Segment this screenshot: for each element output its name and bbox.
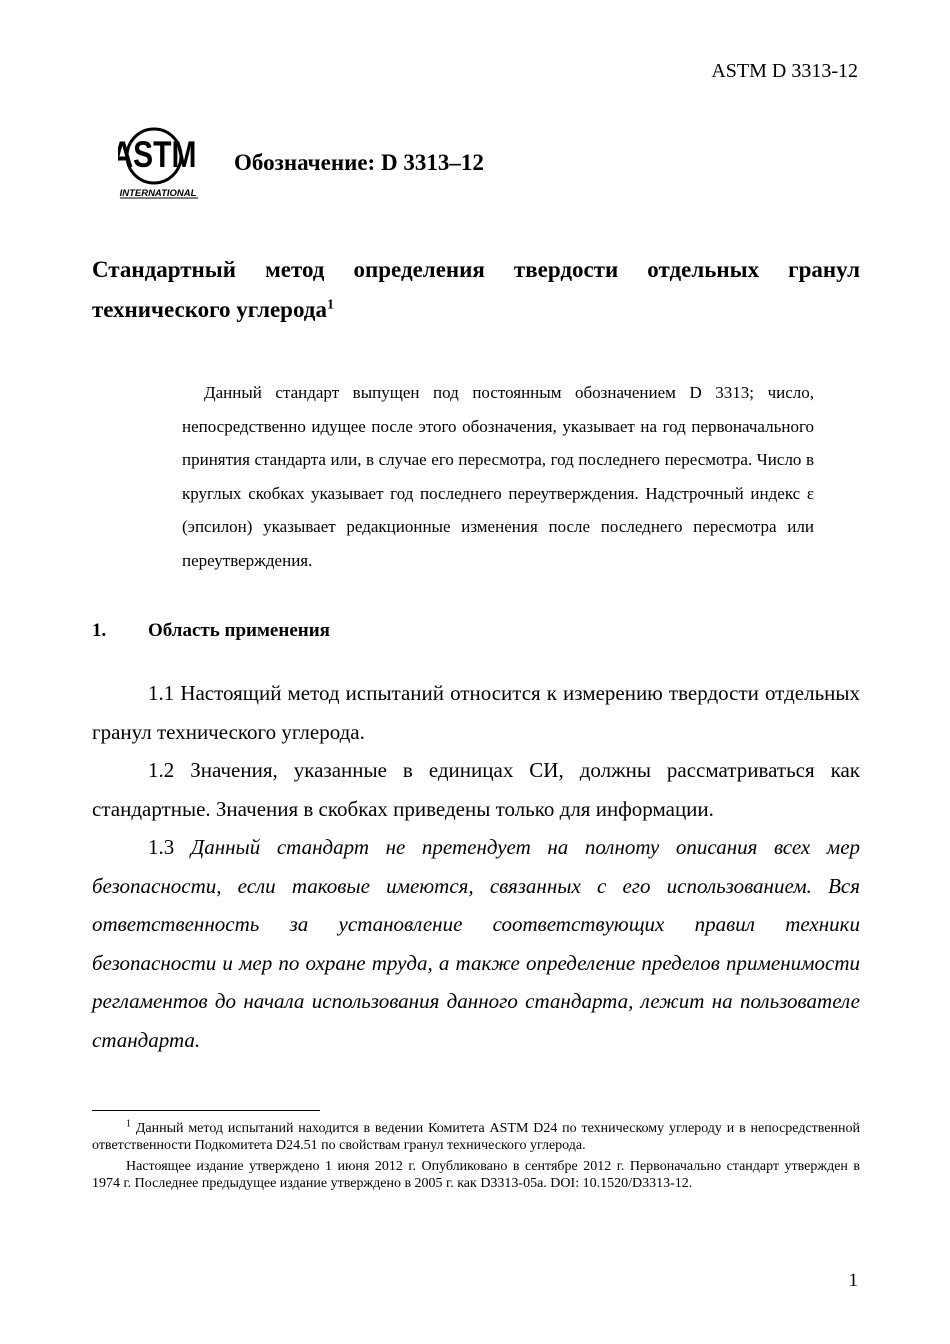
section-number: 1. <box>92 620 107 641</box>
footnote-ref: 1 <box>126 1118 131 1130</box>
paragraph-text: Значения, указанные в единицах СИ, должны рассматриваться как стандартные. Значения в скобках приведены только для информации. <box>92 758 861 821</box>
footnote-text: Данный метод испытаний находится в ведении Комитета ASTM D24 по техническому углероду и в непосредственной ответственности Подкомитета D24.51 по свойствам гранул технического углерода. <box>92 1121 861 1153</box>
logo-lettering: ASTM <box>118 134 197 177</box>
section-1-heading <box>92 620 330 642</box>
page-number: 1 <box>848 1270 858 1291</box>
logo-subtext: INTERNATIONAL <box>119 188 197 199</box>
paragraph-text: Данный стандарт не претендует на полноту описания всех мер безопасности, если таковые имеются, связанных с его использованием. Вся ответственность за установление соответствующих правил техники безопасности и мер по охране труда, а также определение пределов применимости регламентов до начала использования данного стандарта, лежит на пользователе стандарта. <box>92 835 861 1052</box>
footnotes <box>92 1120 860 1196</box>
astm-international-logo <box>118 126 200 200</box>
footnote-separator <box>92 1110 320 1111</box>
footnote-text: Настоящее издание утверждено 1 июня 2012 г. Опубликовано в сентябре 2012 г. Первоначально стандарт утвержден в 1974 г. Последнее предыдущее издание утверждено в 2005 г. как D3313-05a. DOI: 10.1520/D3313-12. <box>92 1159 860 1191</box>
designation-heading: Обозначение: D 3313–12 <box>234 150 484 175</box>
document-code-header: ASTM D 3313-12 <box>711 60 858 82</box>
paragraph-1-1 <box>92 674 860 751</box>
paragraph-1-2 <box>92 751 860 828</box>
paragraph-number: 1.1 <box>148 681 175 705</box>
paragraph-1-3 <box>92 828 860 1059</box>
footnote-2 <box>92 1158 860 1192</box>
title-footnote-ref: 1 <box>326 297 334 313</box>
paragraph-text: Настоящий метод испытаний относится к измерению твердости отдельных гранул технического углерода. <box>92 681 860 744</box>
title-text: Стандартный метод определения твердости отдельных гранул технического углерода <box>92 257 860 322</box>
document-title <box>92 250 860 330</box>
section-title: Область применения <box>148 620 330 641</box>
footnote-1 <box>92 1120 860 1154</box>
paragraph-number: 1.3 <box>148 835 175 859</box>
paragraph-number: 1.2 <box>148 758 175 782</box>
preamble-paragraph: Данный стандарт выпущен под постоянным обозначением D 3313; число, непосредственно идущее после этого обозначения, указывает на год первоначального принятия стандарта или, в случае его пересмотра, год последнего пересмотра. Число в круглых скобках указывает год последнего переутверждения. Надстрочный индекс ε (эпсилон) указывает редакционные изменения после последнего пересмотра или переутверждения. <box>182 383 814 570</box>
